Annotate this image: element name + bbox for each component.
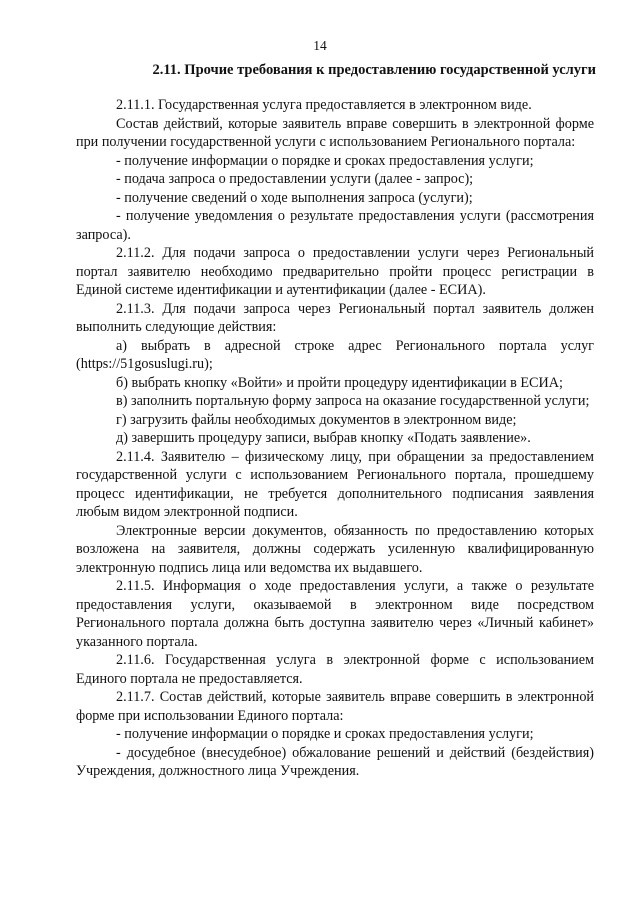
list-item: б) выбрать кнопку «Войти» и пройти процедуру идентификации в ЕСИА; — [116, 374, 563, 391]
paragraph: 2.11.1. Государственная услуга предоставляется в электронном виде. — [116, 97, 532, 113]
list-item: - получение информации о порядке и сроках предоставления услуги; — [116, 152, 534, 169]
list-item: - получение сведений о ходе выполнения запроса (услуги); — [116, 189, 473, 206]
section-heading: 2.11. Прочие требования к предоставлению государственной услуги — [152, 62, 596, 78]
list-item: - досудебное (внесудебное) обжалование решений и действий (бездействия) Учреждения, должностного лица Учреждения. — [76, 744, 594, 779]
list-item: - подача запроса о предоставлении услуги (далее - запрос); — [116, 171, 474, 187]
paragraph: 2.11.7. Состав действий, которые заявитель вправе совершить в электронной форме при использовании Единого портала: — [76, 689, 594, 724]
paragraph: 2.11.5. Информация о ходе предоставления услуги, а также о результате предоставления услуги, оказываемой в электронном виде посредством Регионального портала должна быть доступна заявителю через «Личный кабинет» указанного портала. — [76, 578, 594, 650]
paragraph: Состав действий, которые заявитель вправе совершить в электронной форме при получении государственной услуги с использованием Регионального портала: — [76, 115, 594, 150]
list-item: - получение уведомления о результате предоставления услуги (рассмотрения запроса). — [76, 208, 594, 243]
paragraph: 2.11.2. Для подачи запроса о предоставлении услуги через Региональный портал заявителю необходимо предварительно пройти процесс регистрации в Единой системе идентификации и аутентификации (далее - ЕСИА). — [76, 245, 594, 298]
list-item: д) завершить процедуру записи, выбрав кнопку «Подать заявление». — [116, 430, 531, 446]
page-number: 14 — [313, 38, 327, 53]
paragraph: 2.11.3. Для подачи запроса через Региональный портал заявитель должен выполнить следующие действия: — [76, 300, 594, 335]
list-item: в) заполнить портальную форму запроса на оказание государственной услуги; — [116, 393, 590, 409]
paragraph: 2.11.4. Заявителю – физическому лицу, при обращении за предоставлением государственной услуги с использованием Регионального портала, прошедшему процесс идентификации, не требуется дополнительного подписания заявления любым видом электронной подписи. — [76, 448, 594, 520]
list-item: г) загрузить файлы необходимых документов в электронном виде; — [116, 411, 517, 428]
document-body — [76, 96, 594, 781]
list-item: - получение информации о порядке и сроках предоставления услуги; — [116, 726, 534, 742]
list-item: а) выбрать в адресной строке адрес Регионального портала услуг (https://51gosuslugi.ru); — [76, 337, 594, 372]
paragraph: Электронные версии документов, обязанность по предоставлению которых возложена на заявителя, должны содержать усиленную квалифицированную электронную подпись лица или ведомства их выдавшего. — [76, 522, 594, 576]
paragraph: 2.11.6. Государственная услуга в электронной форме с использованием Единого портала не предоставляется. — [76, 652, 594, 687]
